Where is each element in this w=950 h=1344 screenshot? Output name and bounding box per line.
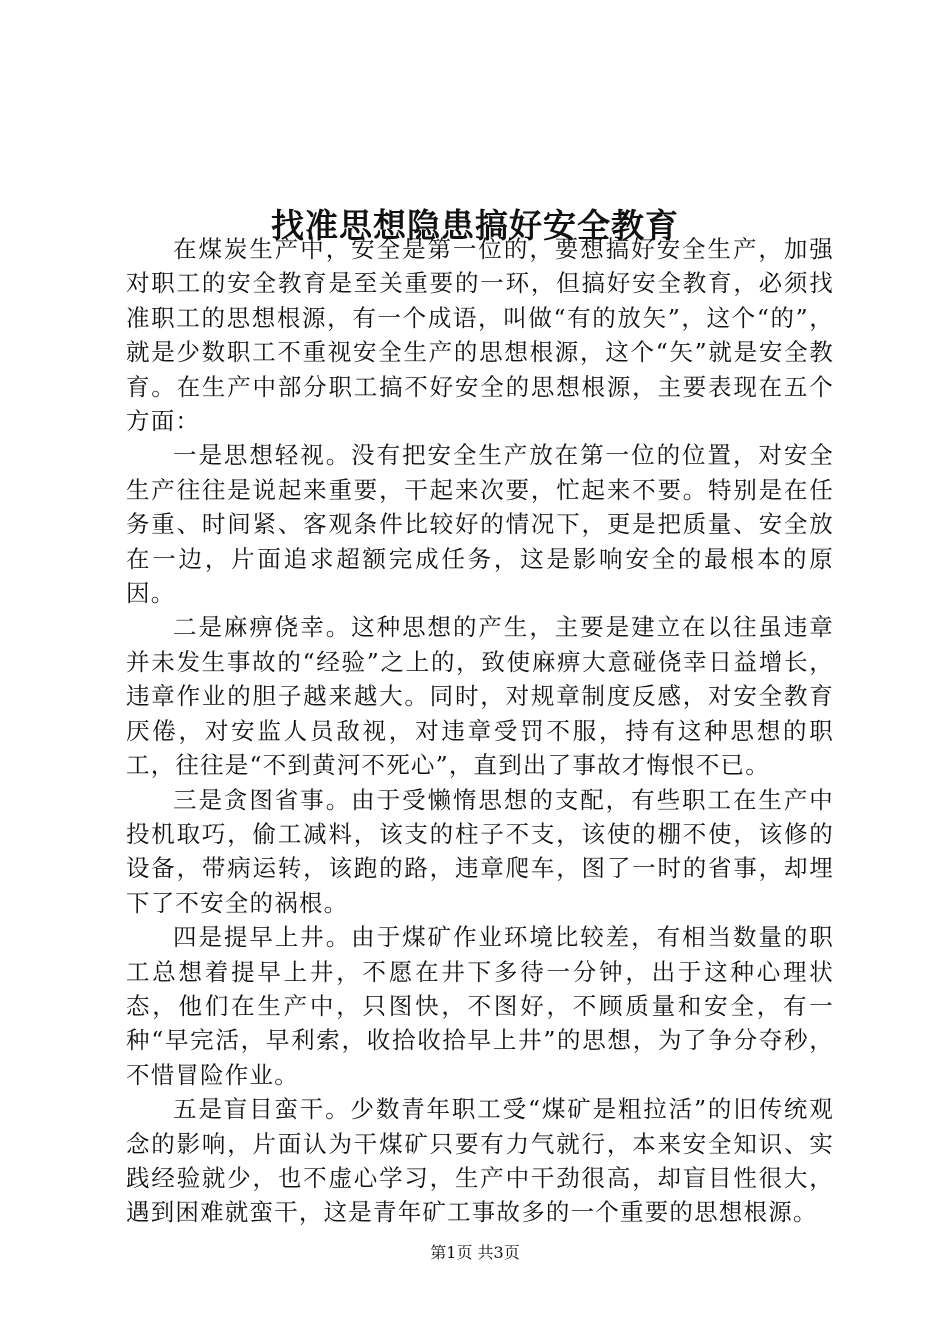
paragraph-point-3: 三是贪图省事。由于受懒惰思想的支配，有些职工在生产中投机取巧，偷工减料，该支的柱子不支，该使的棚不使，该修的设备，带病运转，该跑的路，违章爬车，图了一时的省事，却埋下了不安全的祸根。 bbox=[126, 785, 834, 917]
document-body bbox=[126, 232, 834, 1230]
paragraph-point-2: 二是麻痹侥幸。这种思想的产生，主要是建立在以往虽违章并未发生事故的“经验”之上的，致使麻痹大意碰侥幸日益增长，违章作业的胆子越来越大。同时，对规章制度反感，对安全教育厌倦，对安监人员敌视，对违章受罚不服，持有这种思想的职工，往往是“不到黄河不死心”，直到出了事故才悔恨不已。 bbox=[126, 613, 834, 780]
paragraph-point-1: 一是思想轻视。没有把安全生产放在第一位的位置，对安全生产往往是说起来重要，干起来次要，忙起来不要。特别是在任务重、时间紧、客观条件比较好的情况下，更是把质量、安全放在一边，片面追求超额完成任务，这是影响安全的最根本的原因。 bbox=[126, 441, 834, 608]
paragraph-point-5: 五是盲目蛮干。少数青年职工受“煤矿是粗拉活”的旧传统观念的影响，片面认为干煤矿只要有力气就行，本来安全知识、实践经验就少，也不虚心学习，生产中干劲很高，却盲目性很大，遇到困难就蛮干，这是青年矿工事故多的一个重要的思想根源。 bbox=[126, 1095, 834, 1227]
paragraph-intro: 在煤炭生产中，安全是第一位的，要想搞好安全生产，加强对职工的安全教育是至关重要的一环，但搞好安全教育，必须找准职工的思想根源，有一个成语，叫做“有的放矢”，这个“的”，就是少数职工不重视安全生产的思想根源，这个“矢”就是安全教育。在生产中部分职工搞不好安全的思想根源，主要表现在五个方面： bbox=[126, 235, 834, 436]
page-number-footer: 第1页 共3页 bbox=[430, 1243, 520, 1262]
paragraph-point-4: 四是提早上井。由于煤矿作业环境比较差，有相当数量的职工总想着提早上井，不愿在井下多待一分钟，出于这种心理状态，他们在生产中，只图快，不图好，不顾质量和安全，有一种“早完活，早利索，收拾收拾早上井”的思想，为了争分夺秒，不惜冒险作业。 bbox=[126, 923, 834, 1089]
document-title: 找准思想隐患搞好安全教育 bbox=[271, 206, 679, 246]
